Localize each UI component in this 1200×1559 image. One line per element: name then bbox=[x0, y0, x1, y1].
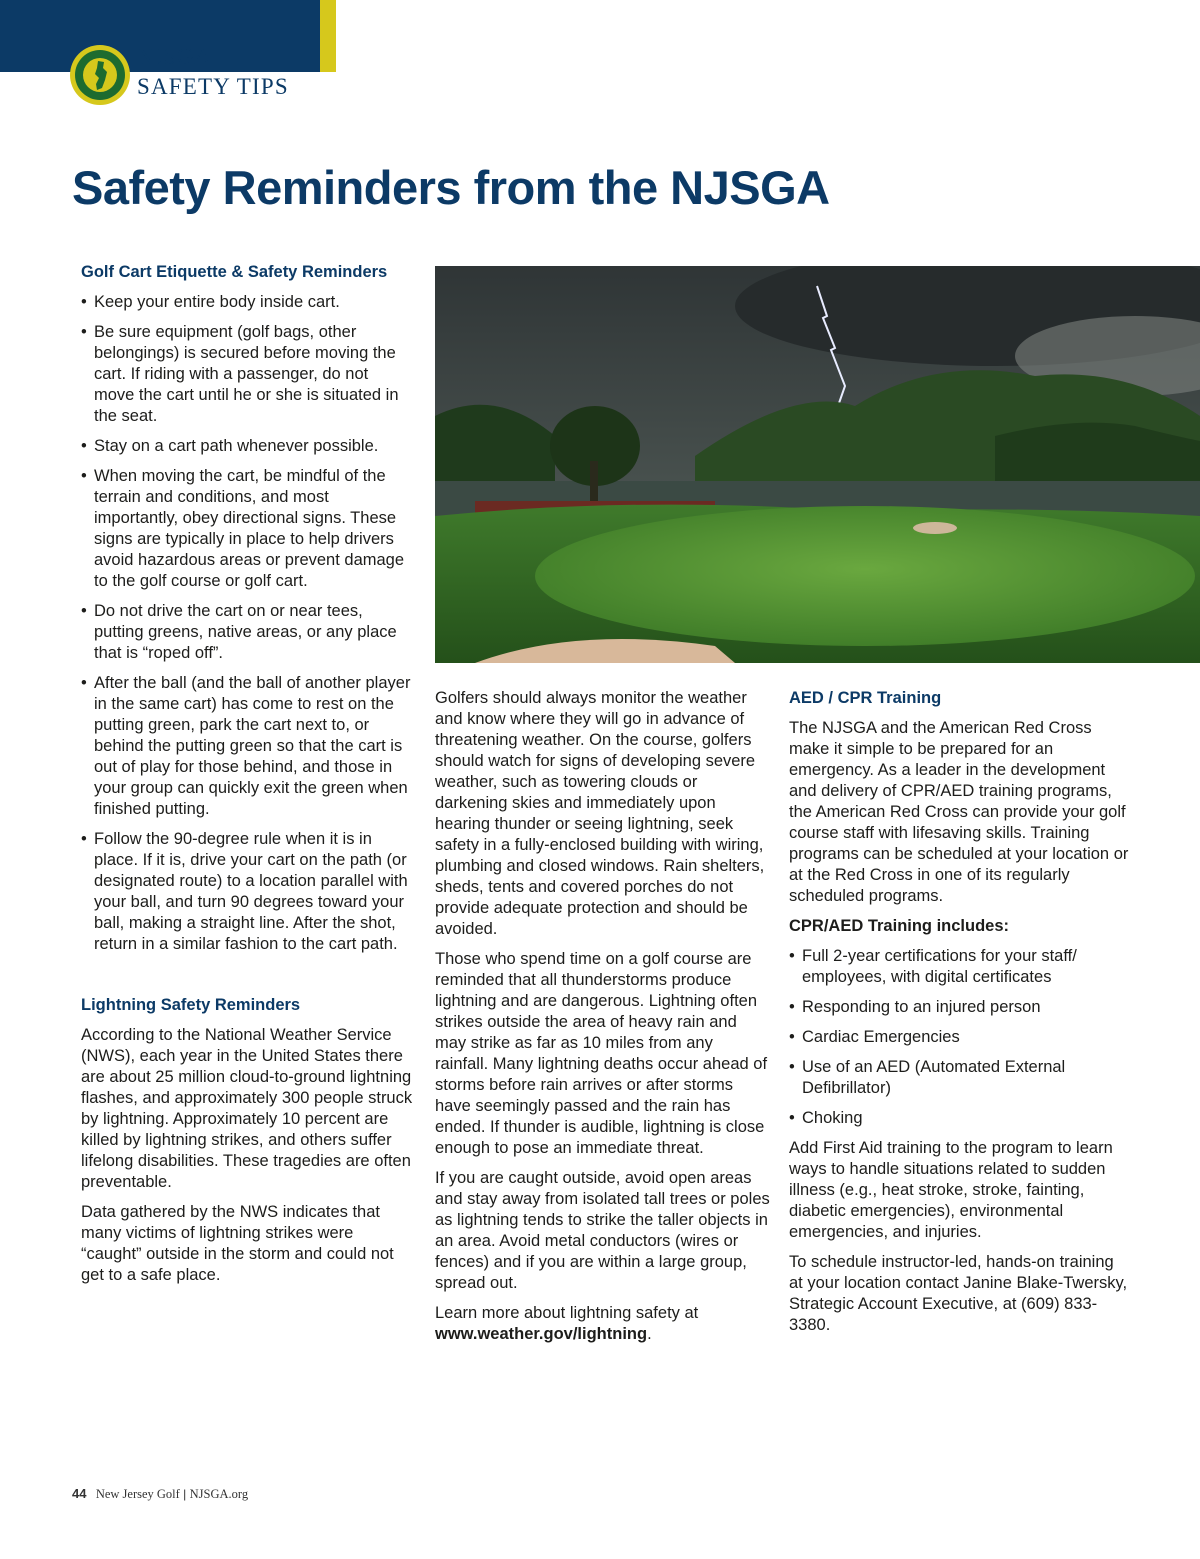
training-item: • Cardiac Emergencies bbox=[789, 1027, 1129, 1048]
cart-item: • Follow the 90-degree rule when it is in place. If it is, drive your cart on the path (or designated route) to a location parallel with your ball, and turn 90 degrees toward your ball, making a straight line. After the shot, return in a similar fashion to the cart path. bbox=[81, 829, 413, 955]
njsga-logo bbox=[69, 44, 131, 106]
learn-more-paragraph: Learn more about lightning safety at www.weather.gov/lightning. bbox=[435, 1304, 699, 1343]
cart-item: • When moving the cart, be mindful of the terrain and conditions, and most importantly, obey directional signs. These signs are typically in place to help drivers avoid hazardous areas or prevent damage to the golf course or golf cart. bbox=[81, 466, 413, 592]
brand-njsga: NJSGA bbox=[137, 44, 212, 69]
column-middle bbox=[435, 688, 770, 1354]
brand-safety-tips: SAFETY TIPS bbox=[137, 74, 289, 99]
aed-paragraph: The NJSGA and the American Red Cross make it simple to be prepared for an emergency. As a leader in the development and delivery of CPR/AED training programs, the American Red Cross can provide your golf course staff with lifesaving skills. Training programs can be scheduled at your location or at the Red Cross in one of its regularly scheduled programs. bbox=[789, 719, 1129, 905]
cart-item: • After the ball (and the ball of another player in the same cart) has come to rest on the putting green, park the cart next to, or behind the putting green so that the cart is out of play for those behind, and those in your group can quickly exit the green when finished putting. bbox=[81, 673, 413, 820]
cart-item: • Keep your entire body inside cart. bbox=[81, 292, 413, 313]
training-item: • Responding to an injured person bbox=[789, 997, 1129, 1018]
cart-item: • Do not drive the cart on or near tees, putting greens, native areas, or any place that is “roped off”. bbox=[81, 601, 413, 664]
cart-list bbox=[81, 292, 413, 955]
aed-paragraph: Add First Aid training to the program to learn ways to handle situations related to sudden illness (e.g., heat stroke, stroke, fainting, diabetic emergencies), environmental emergencies, and injuries. bbox=[789, 1139, 1113, 1241]
publication-name: New Jersey Golf bbox=[95, 1487, 180, 1501]
lightning-paragraph: According to the National Weather Service (NWS), each year in the United States there are about 25 million cloud-to-ground lightning flashes, and approximately 300 people struck by lightning. Approximately 10 percent are killed by lightning strikes, and others suffer lifelong disabilities. These tragedies are often preventable. bbox=[81, 1026, 413, 1191]
lightning-paragraph: Golfers should always monitor the weather and know where they will go in advance of threatening weather. On the course, golfers should watch for signs of developing severe weather, such as towering clouds or darkening skies and immediately upon hearing thunder or seeing lightning, seek safety in a fully-enclosed building with wiring, plumbing and closed windows. Rain shelters, sheds, tents and covered porches do not provide adequate protection and should be avoided. bbox=[435, 689, 765, 938]
cart-heading: Golf Cart Etiquette & Safety Reminders bbox=[81, 263, 388, 281]
cart-item: • Stay on a cart path whenever possible. bbox=[81, 436, 413, 457]
training-item: • Full 2-year certifications for your staff/ employees, with digital certificates bbox=[789, 946, 1129, 988]
lightning-paragraph: Those who spend time on a golf course are reminded that all thunderstorms produce lightning and are dangerous. Lightning often strikes outside the area of heavy rain and may strike as far as 10 miles from any rainfall. Many lightning deaths occur ahead of storms before rain arrives or after storms have seemingly passed and the rain has ended. If thunder is audible, lightning is close enough to pose an immediate threat. bbox=[435, 950, 768, 1157]
lightning-paragraph: If you are caught outside, avoid open areas and stay away from isolated tall trees or poles as lightning tends to strike the taller objects in an area. Avoid metal conductors (wires or fences) and if you are within a large group, spread out. bbox=[435, 1169, 770, 1292]
lightning-paragraph: Data gathered by the NWS indicates that many victims of lightning strikes were “caught” outside in the storm and could not get to a safe place. bbox=[81, 1203, 394, 1284]
footer-site: NJSGA.org bbox=[189, 1487, 249, 1501]
column-right bbox=[789, 688, 1129, 1345]
page-number: 44 bbox=[72, 1486, 87, 1501]
page-title: Safety Reminders from the NJSGA bbox=[72, 161, 830, 214]
weather-gov-link[interactable]: www.weather.gov/lightning bbox=[435, 1325, 648, 1343]
aed-heading: AED / CPR Training bbox=[789, 689, 942, 707]
storm-golf-course-photo bbox=[435, 266, 1200, 663]
header-accent-bar bbox=[320, 0, 336, 72]
page-footer bbox=[72, 1486, 248, 1502]
training-list bbox=[789, 946, 1129, 1129]
aed-paragraph: To schedule instructor-led, hands-on training at your location contact Janine Blake-Twersky, Strategic Account Executive, at (609) 833-3380. bbox=[789, 1253, 1128, 1334]
training-includes-heading: CPR/AED Training includes: bbox=[789, 917, 1010, 935]
training-item: • Choking bbox=[789, 1108, 1129, 1129]
footer-separator: | bbox=[183, 1487, 187, 1501]
lightning-heading: Lightning Safety Reminders bbox=[81, 996, 301, 1014]
training-item: • Use of an AED (Automated External Defibrillator) bbox=[789, 1057, 1129, 1099]
column-left bbox=[81, 262, 413, 1295]
cart-item: • Be sure equipment (golf bags, other belongings) is secured before moving the cart. If riding with a passenger, do not move the cart until he or she is situated in the seat. bbox=[81, 322, 413, 427]
